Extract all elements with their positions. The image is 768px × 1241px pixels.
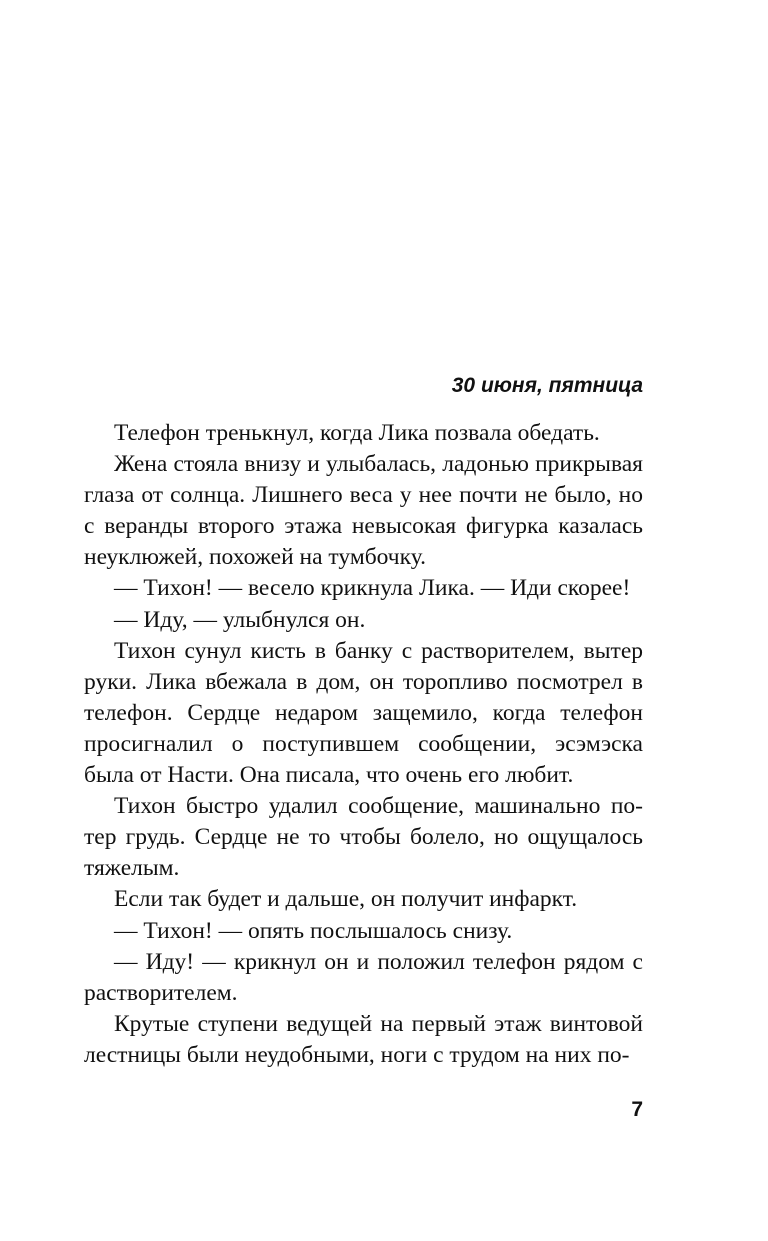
- paragraph: — Тихон! — опять послышалось снизу.: [114, 917, 513, 944]
- paragraph: — Иду, — улыбнулся он.: [114, 606, 366, 633]
- paragraph: — Тихон! — весело крикнула Лика. — Иди скорее!: [114, 575, 631, 602]
- paragraph: Телефон тренькнул, когда Лика позвала обедать.: [114, 420, 600, 446]
- paragraph: Крутые ступени ведущей на первый этаж винтовой лестницы были неудобными, ноги с трудом на них по-: [84, 1010, 643, 1068]
- paragraph: — Иду! — крикнул он и положил телефон рядом с растворителем.: [84, 948, 643, 1006]
- paragraph: Жена стояла внизу и улыбалась, ладонью прикрывая глаза от солнца. Лишнего веса у нее почти не было, но с веранды второго этажа невысокая фигурка казалась неуклюжей, похожей на тумбочку.: [84, 451, 643, 571]
- paragraph: Тихон быстро удалил сообщение, машинально потер грудь. Сердце не то чтобы болело, но ощущалось тяжелым.: [84, 793, 643, 882]
- page-number: 7: [631, 1098, 643, 1121]
- chapter-date-heading: 30 июня, пятница: [451, 374, 643, 397]
- paragraph: Если так будет и дальше, он получит инфаркт.: [114, 886, 578, 913]
- paragraph: Тихон сунул кисть в банку с растворителем, вытер руки. Лика вбежала в дом, он торопливо посмотрел в телефон. Сердце недаром защемило, когда телефон просигналил о поступившем сообщении, эсэмэска была от Насти. Она писала, что очень его любит.: [84, 637, 643, 789]
- body-text: [84, 418, 643, 1071]
